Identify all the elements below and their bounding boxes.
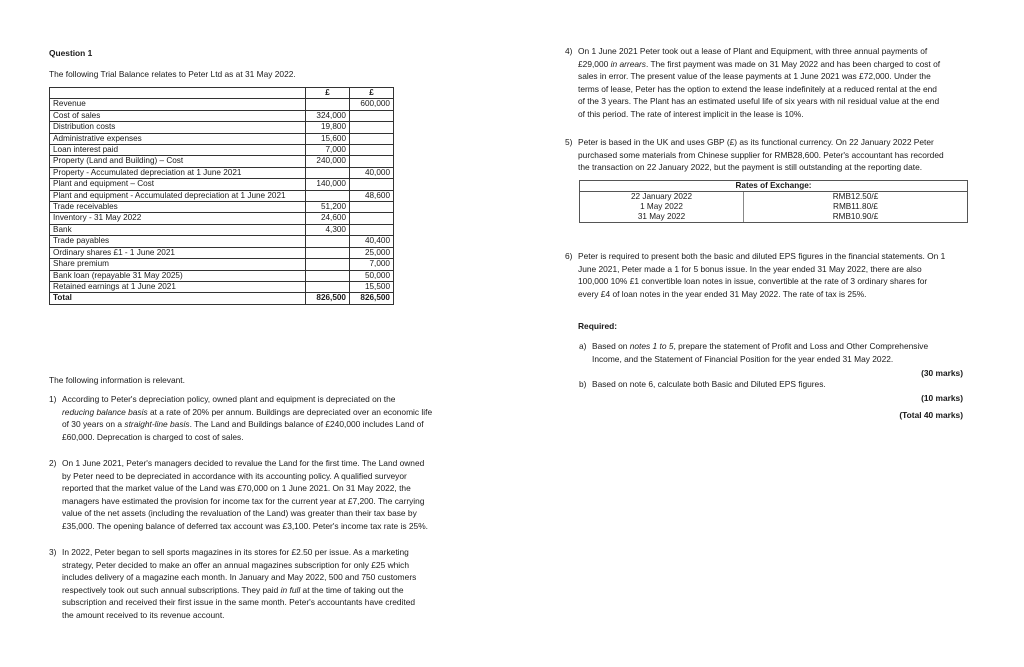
- note-2-line: by Peter need to be depreciated in accordance with its accounting policy. A qualified surveyor: [62, 470, 407, 481]
- rates-row: [580, 192, 968, 203]
- table-cell: [306, 99, 350, 110]
- table-cell: Retained earnings at 1 June 2021: [50, 281, 306, 292]
- table-cell: [350, 122, 394, 133]
- required-heading: Required:: [578, 321, 618, 331]
- table-cell: 40,400: [350, 236, 394, 247]
- table-row: [50, 145, 394, 156]
- table-cell: 7,000: [350, 259, 394, 270]
- table-row: [50, 259, 394, 270]
- table-cell: Cost of sales: [50, 110, 306, 121]
- table-header-row: [50, 88, 394, 99]
- table-cell: Plant and equipment - Accumulated depreciation at 1 June 2021: [50, 190, 306, 201]
- note-3-line: subscription and received their first issue in the same month. Peter's accountants have credited: [62, 597, 416, 608]
- table-cell: [350, 133, 394, 144]
- rates-value: RMB12.50/£: [744, 192, 968, 203]
- table-cell: [350, 179, 394, 190]
- note-2-number: 2): [49, 458, 57, 468]
- note-2-line: value of the net assets (including the revaluation of the Land) was greater than their tax base by: [62, 508, 417, 519]
- table-row: [50, 156, 394, 167]
- table-row: [50, 213, 394, 224]
- rates-date: 31 May 2022: [580, 212, 744, 223]
- note-4-italic: in arrears: [610, 58, 646, 69]
- note-4-line: sales in error. The present value of the lease payments at 1 June 2021 was £72,000. Under the: [578, 71, 931, 82]
- note-1-text: of 30 years on a: [62, 419, 125, 430]
- table-row: [50, 179, 394, 190]
- note-3: [49, 546, 462, 622]
- note-5: [565, 136, 978, 174]
- note-3-number: 3): [49, 547, 57, 557]
- question-a-label: a): [579, 341, 587, 351]
- table-cell: [306, 270, 350, 281]
- table-cell: Plant and equipment – Cost: [50, 179, 306, 190]
- table-cell: Property (Land and Building) – Cost: [50, 156, 306, 167]
- table-cell: [350, 156, 394, 167]
- note-1-italic: reducing balance basis: [62, 406, 148, 417]
- table-row: [50, 122, 394, 133]
- table-row: [50, 99, 394, 110]
- question-a: [579, 340, 972, 365]
- note-6-line: Peter is required to present both the basic and diluted EPS figures in the financial statements. On 1: [578, 251, 946, 261]
- note-5-line: purchased some materials from Chinese supplier for RMB28,600. Peter's accountant has recorded: [578, 149, 944, 160]
- table-cell: [350, 213, 394, 224]
- total-marks: (Total 40 marks): [899, 410, 963, 420]
- table-row: [50, 202, 394, 213]
- table-cell: 48,600: [350, 190, 394, 201]
- trial-balance-table: [49, 87, 394, 305]
- rates-value: RMB11.80/£: [744, 202, 968, 212]
- table-cell: 4,300: [306, 224, 350, 235]
- table-cell: 40,000: [350, 167, 394, 178]
- table-cell: Bank: [50, 224, 306, 235]
- table-header-cell: £: [350, 88, 394, 99]
- note-1-italic: straight-line basis: [124, 419, 190, 430]
- table-row: [50, 247, 394, 258]
- note-3-text: respectively took out such annual subscriptions. They paid: [62, 584, 281, 595]
- note-4: [565, 45, 978, 121]
- note-4-line: terms of lease, Peter has the option to extend the lease indefinitely at a reduced rental at the end: [578, 83, 937, 94]
- table-cell: [350, 145, 394, 156]
- table-cell: Bank loan (repayable 31 May 2025): [50, 270, 306, 281]
- table-cell: 324,000: [306, 110, 350, 121]
- rates-row: [580, 212, 968, 223]
- table-row: [50, 133, 394, 144]
- table-cell: 24,600: [306, 213, 350, 224]
- table-cell: [350, 224, 394, 235]
- note-3-line: the amount received to its revenue account.: [62, 609, 225, 620]
- note-4-line: [578, 58, 978, 71]
- note-3-italic: in full: [280, 584, 301, 595]
- note-3-text: at the time of taking out the: [300, 584, 404, 595]
- marks-b: (10 marks): [921, 393, 963, 403]
- rates-title: Rates of Exchange:: [580, 181, 968, 192]
- table-cell: Property - Accumulated depreciation at 1 June 2021: [50, 167, 306, 178]
- note-2-line: managers have estimated the provision for income tax for the current year at £7,200. The carrying: [62, 495, 425, 506]
- rates-row: [580, 202, 968, 212]
- note-1-line: £60,000. Deprecation is charged to cost of sales.: [62, 431, 244, 442]
- note-3-line: [62, 584, 462, 597]
- table-cell: Ordinary shares £1 - 1 June 2021: [50, 247, 306, 258]
- note-1-line: [62, 406, 462, 419]
- note-6-number: 6): [565, 251, 573, 261]
- table-cell: Total: [50, 293, 306, 304]
- table-cell: 51,200: [306, 202, 350, 213]
- table-row: [50, 281, 394, 292]
- question-a-italic: notes 1 to 5: [629, 341, 674, 351]
- table-cell: [306, 247, 350, 258]
- table-cell: 50,000: [350, 270, 394, 281]
- note-2-line: On 1 June 2021, Peter's managers decided to revalue the Land for the first time. The Land owned: [62, 458, 425, 468]
- table-cell: 240,000: [306, 156, 350, 167]
- table-row: [50, 110, 394, 121]
- table-row: [50, 224, 394, 235]
- table-row: [50, 190, 394, 201]
- table-cell: Loan interest paid: [50, 145, 306, 156]
- table-cell: 826,500: [306, 293, 350, 304]
- note-5-line: the transaction on 22 January 2022, but the payment is still outstanding at the reporting date.: [578, 162, 923, 173]
- rates-date: 22 January 2022: [580, 192, 744, 203]
- marks-a: (30 marks): [921, 368, 963, 378]
- note-6-line: 100,000 10% £1 convertible loan notes in issue, convertible at the rate of 3 ordinary shares for: [578, 276, 928, 287]
- info-intro: The following information is relevant.: [49, 375, 185, 385]
- table-cell: Trade payables: [50, 236, 306, 247]
- table-cell: 25,000: [350, 247, 394, 258]
- table-cell: 7,000: [306, 145, 350, 156]
- note-5-line: Peter is based in the UK and uses GBP (£) as its functional currency. On 22 January 2022 Peter: [578, 137, 934, 147]
- note-4-number: 4): [565, 46, 573, 56]
- table-cell: 15,600: [306, 133, 350, 144]
- table-cell: 15,500: [350, 281, 394, 292]
- note-6: [565, 250, 978, 300]
- table-header-cell: [50, 88, 306, 99]
- question-a-line: Income, and the Statement of Financial Position for the year ended 31 May 2022.: [592, 353, 894, 364]
- table-row: [50, 236, 394, 247]
- note-1-text: at a rate of 20% per annum. Buildings are depreciated over an economic life: [147, 406, 433, 417]
- table-cell: Revenue: [50, 99, 306, 110]
- note-1-text: . The Land and Buildings balance of £240,000 includes Land of: [189, 419, 424, 430]
- note-3-line: includes delivery of a magazine each month. In January and May 2022, 500 and 750 customers: [62, 572, 417, 583]
- table-cell: Administrative expenses: [50, 133, 306, 144]
- table-cell: [350, 110, 394, 121]
- exchange-rates-table: [579, 180, 968, 223]
- note-4-line: On 1 June 2021 Peter took out a lease of Plant and Equipment, with three annual payments of: [578, 46, 928, 56]
- note-6-line: June 2021, Peter made a 1 for 5 bonus issue. In the year ended 31 May 2022, there are also: [578, 263, 922, 274]
- table-cell: [350, 202, 394, 213]
- table-cell: [306, 190, 350, 201]
- table-cell: Trade receivables: [50, 202, 306, 213]
- question-heading: Question 1: [49, 48, 93, 58]
- note-1: [49, 393, 462, 443]
- rates-date: 1 May 2022: [580, 202, 744, 212]
- note-4-line: of this period. The rate of interest implicit in the lease is 10%.: [578, 108, 804, 119]
- note-1-line: [62, 418, 462, 431]
- note-4-line: of the 3 years. The Plant has an estimated useful life of six years with nil residual value at the end: [578, 96, 940, 107]
- table-cell: 140,000: [306, 179, 350, 190]
- note-3-line: In 2022, Peter began to sell sports magazines in its stores for £2.50 per issue. As a marketing: [62, 547, 409, 557]
- table-header-cell: £: [306, 88, 350, 99]
- table-cell: [306, 259, 350, 270]
- table-row: [50, 270, 394, 281]
- table-cell: [306, 236, 350, 247]
- note-2-line: reported that the market value of the Land was £70,000 on 1 June 2021. On 31 May 2022, the: [62, 483, 411, 494]
- table-cell: [306, 167, 350, 178]
- table-row: [50, 167, 394, 178]
- question-b-label: b): [579, 379, 587, 389]
- note-1-line: According to Peter's depreciation policy, owned plant and equipment is depreciated on the: [62, 394, 396, 404]
- question-a-line: [592, 340, 972, 353]
- question-b: [579, 378, 972, 391]
- table-cell: Share premium: [50, 259, 306, 270]
- rates-value: RMB10.90/£: [744, 212, 968, 223]
- table-cell: 19,800: [306, 122, 350, 133]
- note-3-line: strategy, Peter decided to make an offer an annual magazines subscription for only £25 which: [62, 559, 409, 570]
- intro-text: The following Trial Balance relates to Peter Ltd as at 31 May 2022.: [49, 69, 296, 79]
- question-a-text: Based on: [592, 341, 630, 351]
- table-cell: 826,500: [350, 293, 394, 304]
- note-4-text: £29,000: [578, 58, 611, 69]
- table-cell: Inventory - 31 May 2022: [50, 213, 306, 224]
- table-cell: Distribution costs: [50, 122, 306, 133]
- question-a-text: , prepare the statement of Profit and Loss and Other Comprehensive: [673, 341, 929, 351]
- table-cell: 600,000: [350, 99, 394, 110]
- table-cell: [306, 281, 350, 292]
- note-2: [49, 457, 462, 533]
- question-b-line: Based on note 6, calculate both Basic and Diluted EPS figures.: [592, 379, 826, 389]
- note-1-number: 1): [49, 394, 57, 404]
- note-6-line: every £4 of loan notes in the year ended 31 May 2022. The rate of tax is 25%.: [578, 288, 867, 299]
- note-2-line: £35,000. The opening balance of deferred tax account was £3,100. Peter's income tax rate is 25%.: [62, 520, 428, 531]
- table-total-row: [50, 293, 394, 304]
- note-4-text: . The first payment was made on 31 May 2022 and has been charged to cost of: [645, 58, 941, 69]
- note-5-number: 5): [565, 137, 573, 147]
